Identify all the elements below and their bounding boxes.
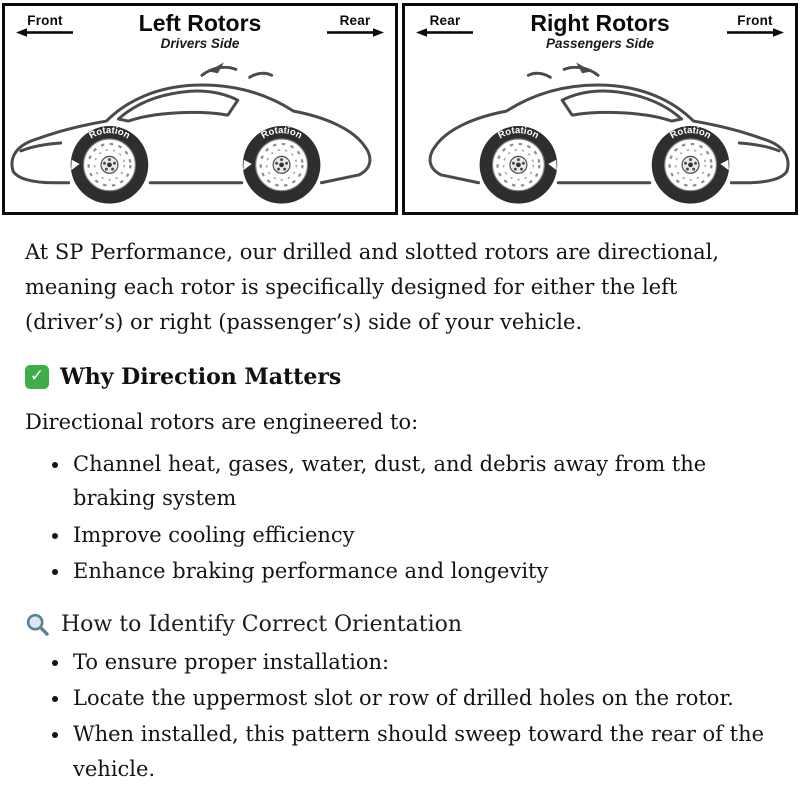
direction-label-front-right (723, 13, 787, 37)
car-illustration-passengers-side (405, 59, 795, 209)
bullet-item: • Improve cooling efficiency (71, 518, 775, 552)
arrow-left-icon (416, 28, 474, 37)
direction-label-text: Rear (429, 13, 461, 28)
check-icon: ✓ (25, 365, 49, 389)
arrow-right-icon (726, 28, 784, 37)
panel-header (405, 6, 795, 59)
rotor (480, 125, 561, 204)
rotor (67, 125, 148, 204)
panel-subtitle: Drivers Side (160, 36, 240, 52)
direction-label-text: Front (27, 13, 63, 28)
direction-label-rear-right (323, 13, 387, 37)
svg-text:Rotation: Rotation (496, 125, 541, 142)
arrow-right-icon (326, 28, 384, 37)
direction-label-text: Front (737, 13, 773, 28)
benefits-list (25, 447, 775, 588)
section-lead: Directional rotors are engineered to: (25, 409, 419, 434)
bullet-item: • When installed, this pattern should sweep toward the rear of the vehicle. (71, 717, 775, 785)
magnifier-icon (25, 612, 50, 637)
heading-text: Why Direction Matters (60, 363, 342, 390)
rotor-direction-diagram (0, 0, 800, 215)
panel-right-rotors (402, 3, 798, 215)
bullet-item: • To ensure proper installation: (71, 645, 775, 679)
bullet-item: • Channel heat, gases, water, dust, and debris away from the braking system (71, 447, 775, 515)
orientation-steps-list (25, 645, 775, 786)
intro-paragraph: At SP Performance, our drilled and slotted rotors are directional, meaning each rotor is specifically designed for either the left (driver’s) or right (passenger’s) side of your vehicle. (25, 240, 720, 334)
svg-text:Rotation: Rotation (259, 125, 304, 142)
svg-text:Rotation: Rotation (87, 125, 132, 142)
car-illustration-drivers-side (5, 59, 395, 209)
article (0, 215, 800, 786)
direction-label-text: Rear (339, 13, 371, 28)
arrow-left-icon (16, 28, 74, 37)
rotor (652, 125, 733, 204)
rotor (239, 125, 320, 204)
panel-header (5, 6, 395, 59)
heading-text: How to Identify Correct Orientation (61, 612, 463, 638)
svg-text:Rotation: Rotation (668, 125, 713, 142)
direction-label-rear-left (413, 13, 477, 37)
section-heading-identify-orientation (25, 612, 775, 637)
panel-left-rotors (2, 3, 398, 215)
panel-title: Left Rotors (138, 10, 262, 36)
bullet-item: • Locate the uppermost slot or row of drilled holes on the rotor. (71, 681, 775, 715)
bullet-item: • Enhance braking performance and longevity (71, 554, 775, 588)
panel-subtitle: Passengers Side (545, 36, 655, 52)
section-heading-why-direction-matters (25, 364, 775, 390)
panel-title: Right Rotors (530, 10, 670, 36)
direction-label-front-left (13, 13, 77, 37)
